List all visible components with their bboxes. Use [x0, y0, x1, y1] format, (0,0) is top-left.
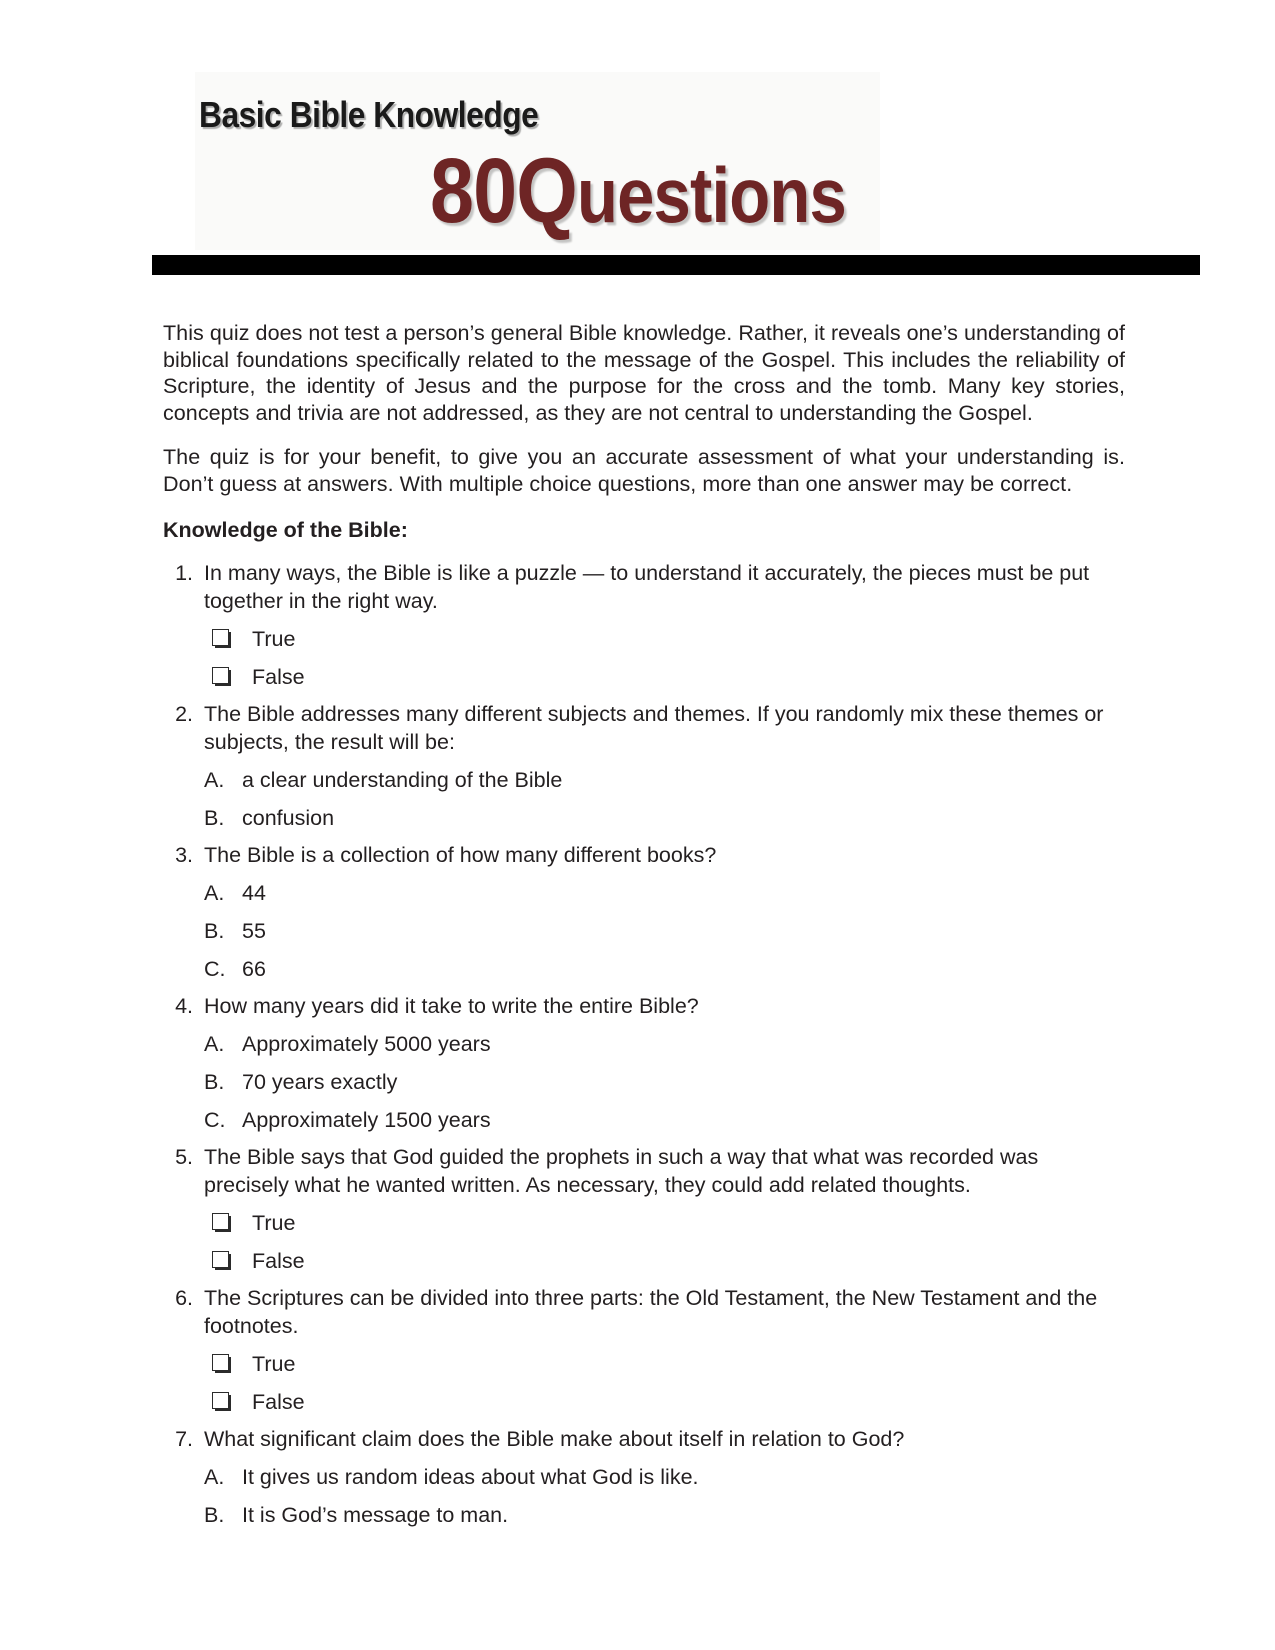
question-item: [163, 559, 1125, 691]
option-marker: B.: [204, 806, 225, 830]
checkbox-icon[interactable]: [212, 664, 242, 691]
question-text: What significant claim does the Bible make about itself in relation to God?: [204, 1427, 905, 1451]
option-list: [204, 1210, 1125, 1275]
option-label: It is God’s message to man.: [242, 1503, 509, 1527]
option-label: 55: [242, 919, 266, 943]
option-label: False: [252, 1390, 305, 1414]
option-item[interactable]: [204, 1210, 1125, 1237]
document-body: [163, 320, 1125, 1538]
option-item[interactable]: [204, 1502, 1125, 1529]
option-item[interactable]: [204, 1107, 1125, 1134]
question-number: 2.: [175, 702, 193, 726]
option-marker: A.: [204, 881, 225, 905]
option-item[interactable]: [204, 1389, 1125, 1416]
masthead-subtitle-initial: Q: [516, 140, 577, 242]
option-list: [204, 1464, 1125, 1529]
option-label: False: [252, 1249, 305, 1273]
question-number: 5.: [175, 1145, 193, 1169]
option-label: confusion: [242, 806, 335, 830]
question-text: The Bible is a collection of how many different books?: [204, 843, 717, 867]
masthead-subtitle-rest: uestions: [576, 151, 846, 239]
option-label: 66: [242, 957, 266, 981]
question-item: [163, 992, 1125, 1134]
intro-paragraph-2: The quiz is for your benefit, to give you an accurate assessment of what your understanding is. Don’t guess at answers. With multiple choice questions, more than one answer may be correct.: [163, 445, 1125, 496]
option-label: False: [252, 665, 305, 689]
question-text: In many ways, the Bible is like a puzzle — to understand it accurately, the pieces must be put together in the right way.: [204, 561, 1090, 613]
section-heading: Knowledge of the Bible:: [163, 518, 408, 542]
question-item: [163, 841, 1125, 983]
option-list: [204, 880, 1125, 983]
option-marker: B.: [204, 1070, 225, 1094]
option-label: Approximately 1500 years: [242, 1108, 491, 1132]
question-number: 6.: [175, 1286, 193, 1310]
masthead-title: Basic Bible Knowledge: [199, 94, 539, 135]
option-label: Approximately 5000 years: [242, 1032, 491, 1056]
option-item[interactable]: [204, 805, 1125, 832]
option-item[interactable]: [204, 1351, 1125, 1378]
option-item[interactable]: [204, 880, 1125, 907]
question-text: The Bible addresses many different subjects and themes. If you randomly mix these themes or subjects, the result will be:: [204, 702, 1104, 754]
question-number: 3.: [175, 843, 193, 867]
option-item[interactable]: [204, 918, 1125, 945]
option-marker: C.: [204, 1108, 226, 1132]
checkbox-icon[interactable]: [212, 1210, 242, 1237]
question-text: How many years did it take to write the entire Bible?: [204, 994, 699, 1018]
intro-paragraph-1: This quiz does not test a person’s general Bible knowledge. Rather, it reveals one’s understanding of biblical foundations specifically related to the message of the Gospel. This includes the reliability of Scripture, the identity of Jesus and the purpose for the cross and the tomb. Many key stories, concepts and trivia are not addressed, as they are not central to understanding the Gospel.: [163, 321, 1125, 425]
question-text: The Scriptures can be divided into three parts: the Old Testament, the New Testament and the footnotes.: [204, 1286, 1098, 1338]
checkbox-icon[interactable]: [212, 626, 242, 653]
question-list: [163, 559, 1125, 1529]
question-item: [163, 1143, 1125, 1275]
option-label: 44: [242, 881, 266, 905]
option-item[interactable]: [204, 1464, 1125, 1491]
masthead-subtitle: [430, 140, 846, 242]
option-item[interactable]: [204, 1248, 1125, 1275]
option-label: True: [252, 1352, 296, 1376]
option-item[interactable]: [204, 1031, 1125, 1058]
question-text: The Bible says that God guided the prophets in such a way that what was recorded was precisely what he wanted written. As necessary, they could add related thoughts.: [204, 1145, 1039, 1197]
option-item[interactable]: [204, 1069, 1125, 1096]
option-list: [204, 1031, 1125, 1134]
option-label: a clear understanding of the Bible: [242, 768, 563, 792]
header-rule-bar: [152, 255, 1200, 275]
option-item[interactable]: [204, 956, 1125, 983]
option-list: [204, 626, 1125, 691]
question-number: 7.: [175, 1427, 193, 1451]
option-label: True: [252, 627, 296, 651]
option-marker: A.: [204, 1032, 225, 1056]
option-marker: C.: [204, 957, 226, 981]
option-label: True: [252, 1211, 296, 1235]
option-marker: A.: [204, 1465, 225, 1489]
option-item[interactable]: [204, 626, 1125, 653]
option-label: It gives us random ideas about what God is like.: [242, 1465, 699, 1489]
question-item: [163, 1284, 1125, 1416]
option-item[interactable]: [204, 767, 1125, 794]
option-label: 70 years exactly: [242, 1070, 398, 1094]
question-number: 4.: [175, 994, 193, 1018]
option-list: [204, 1351, 1125, 1416]
question-number: 1.: [175, 561, 193, 585]
option-marker: A.: [204, 768, 225, 792]
checkbox-icon[interactable]: [212, 1248, 242, 1275]
option-item[interactable]: [204, 664, 1125, 691]
option-marker: B.: [204, 919, 225, 943]
question-item: [163, 700, 1125, 832]
option-marker: B.: [204, 1503, 225, 1527]
question-item: [163, 1425, 1125, 1529]
checkbox-icon[interactable]: [212, 1351, 242, 1378]
checkbox-icon[interactable]: [212, 1389, 242, 1416]
masthead-question-count: 80: [430, 140, 517, 242]
option-list: [204, 767, 1125, 832]
